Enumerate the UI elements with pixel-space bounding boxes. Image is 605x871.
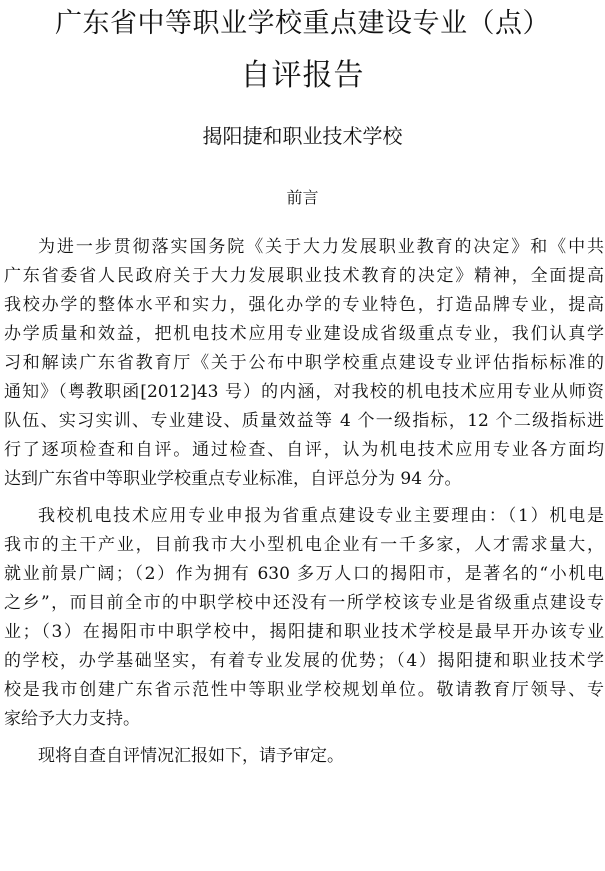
text-line: 习和解读广东省教育厅《关于公布中职学校重点建设专业评估指标标准的 — [4, 353, 604, 373]
text-line: 的学校，办学基础坚实，有着专业发展的优势；（4）揭阳捷和职业技术学 — [4, 651, 604, 671]
text-line: 现将自查自评情况汇报如下，请予审定。 — [38, 746, 344, 766]
text-line: 之乡”，而目前全市的中职学校中还没有一所学校该专业是省级重点建设专 — [4, 593, 604, 613]
preface-paragraph-1 — [4, 233, 604, 494]
preface-paragraph-3 — [4, 742, 604, 771]
text-line: 达到广东省中等职业学校重点专业标准，自评总分为 94 分。 — [4, 469, 462, 489]
text-line: 为进一步贯彻落实国务院《关于大力发展职业教育的决定》和《中共 — [38, 237, 604, 257]
text-line: 通知》（粤教职函[2012]43 号）的内涵，对我校的机电技术应用专业从师资 — [4, 382, 604, 402]
text-line: 广东省委省人民政府关于大力发展职业技术教育的决定》精神，全面提高 — [4, 266, 604, 286]
report-title-line1: 广东省中等职业学校重点建设专业（点） — [55, 8, 550, 39]
preface-heading: 前言 — [286, 188, 319, 207]
school-name: 揭阳捷和职业技术学校 — [202, 124, 403, 148]
text-line: 校是我市创建广东省示范性中等职业学校规划单位。敬请教育厅领导、专 — [4, 680, 604, 700]
text-line: 办学质量和效益，把机电技术应用专业建设成省级重点专业，我们认真学 — [4, 324, 604, 344]
report-title-line2: 自评报告 — [240, 58, 365, 93]
text-line: 我市的主干产业，目前我市大小型机电企业有一千多家，人才需求量大， — [4, 535, 604, 555]
text-line: 行了逐项检查和自评。通过检查、自评，认为机电技术应用专业各方面均 — [4, 440, 604, 460]
preface-body — [4, 233, 604, 771]
text-line: 我校办学的整体水平和实力，强化办学的专业特色，打造品牌专业，提高 — [4, 295, 604, 315]
text-line: 队伍、实习实训、专业建设、质量效益等 4 个一级指标，12 个二级指标进 — [4, 411, 604, 431]
text-line: 家给予大力支持。 — [4, 709, 140, 729]
text-line: 我校机电技术应用专业申报为省重点建设专业主要理由：（1）机电是 — [38, 506, 604, 526]
text-line: 就业前景广阔；（2）作为拥有 630 多万人口的揭阳市，是著名的“小机电 — [4, 564, 604, 584]
preface-paragraph-2 — [4, 502, 604, 734]
text-line: 业；（3）在揭阳市中职学校中，揭阳捷和职业技术学校是最早开办该专业 — [4, 622, 604, 642]
